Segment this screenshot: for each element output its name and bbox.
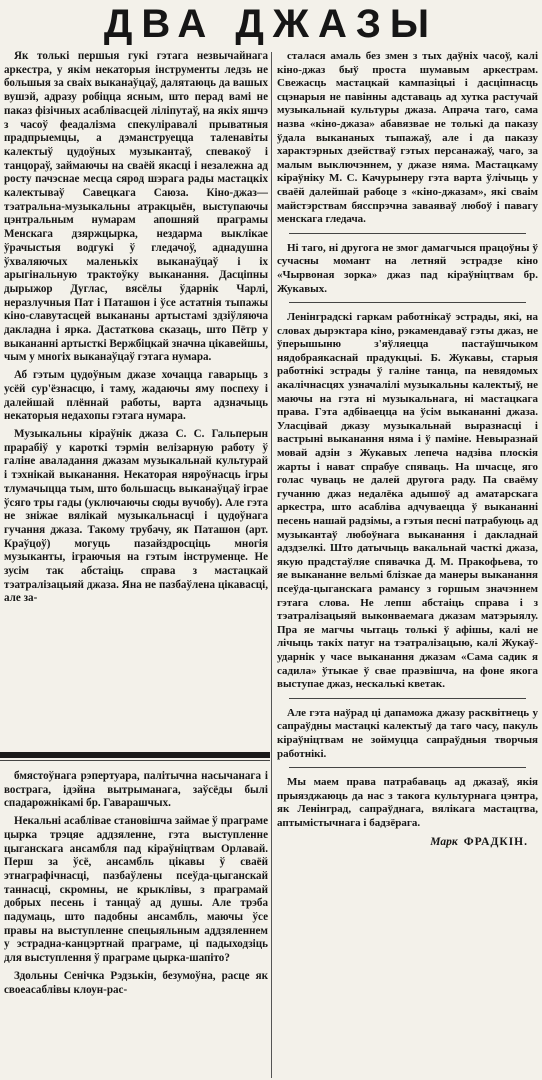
paragraph: сталася амаль без змен з тых даўніх часоў, калі кіно-джаз быў проста шумавым аркестрам. Свежасць мастацкай кампазіцыі і дасціпнасць сцэнарыя не павінны адставаць ад хутка растучай музыкальнай культуры джаза. Апрача таго, сама назва «кіно-джаза» абавязвае не толькі да паказу ўдала выкананых тыпажаў, але і да паказу характэрных дзействаў гэтых персанажаў, чаго, за малым выключэннем, у джазе няма. Мастацкаму кіраўніку М. С. Качурынеру гэта варта ўлічыць у сваёй далейшай рабоце з «кіно-джазам», які сваім майстэрствам бясспрэчна заваяваў любоў і павагу менскага гледача. — [277, 50, 538, 226]
author-last-name: ФРАДКІН. — [463, 836, 528, 849]
paragraph: Здольны Сенічка Рэдзькін, безумоўна, расце як своеасаблівы клоун-рас- — [4, 969, 268, 996]
left-column-top — [4, 50, 268, 746]
author-first-name: Марк — [430, 836, 458, 849]
right-column — [277, 50, 538, 1080]
section-rule-thick — [0, 752, 270, 758]
paragraph: Ні таго, ні другога не змог дамагчыся працоўны ў сучасны момант на летняй эстрадзе кіно «Чырвоная зорка» джаз пад кіраўніцтвам бр. Жукавых. — [277, 241, 538, 295]
paragraph-separator — [289, 302, 526, 303]
article-headline: ДВА ДЖАЗЫ — [103, 2, 439, 46]
column-divider — [271, 52, 272, 1078]
paragraph-separator — [289, 698, 526, 699]
paragraph: бмястоўнага рэпертуара, палітычна насычанага і вострага, ідэйна вытрыманага, заўсёды былі спадарожнікамі бр. Гаварашчых. — [4, 770, 268, 810]
paragraph: Мы маем права патрабаваць ад джазаў, якія прыязджаюць да нас з такога культурнага цэнтра, як Ленінград, сапраўднага, вялікага мастацтва, аптымістычнага і бадзёрага. — [277, 776, 538, 829]
paragraph: Але гэта наўрад ці дапаможа джазу расквітнець у сапраўдны мастацкі калектыў да таго часу, пакуль кіраўніцтвам не зоймуцца сапраўдныя творчыя работнікі. — [277, 706, 538, 760]
paragraph: Музыкальны кіраўнік джаза С. С. Гальперын прарабіў у кароткі тэрмін велізарную работу ў галіне аваладання джазам музыкальнай культурай і тэхнікай выканання. Некаторая няроўнасць ігры тлумачыцца тым, што большасць выканаўцаў іграе ўсяго тры гады (уключаючы сюды вучобу). Але гэта не зніжае вялікай музыкальнасці і цудоўнага гучання джаза. Такому трубачу, як Паташон (арт. Краўцоў) могуць пазайздросціць многія музыканты, іграючыя на гэтым інструменце. Не зусім так абстаіць справа з мастацкай тэатралізацыяй джаза. Яна не пазбаўлена цікавасці, але за- — [4, 427, 268, 605]
paragraph: Як толькі першыя гукі гэтага незвычайнага аркестра, у якім некаторыя інструменты ледзь не большыя за сваіх выканаўцаў, далятаюць да вашых вушэй, адразу робіцца ясным, што перад вамі не паказ фізічных асабліваcцей ліліпутаў, на якіх яшчэ з часоў феадалізма спекуліравалі прыватныя прадпрыемцы, а дэманструецца таленавіты калектыў цудоўных музыкантаў, спевакоў і танцораў, займаючы на сваёй якасці і незалежна ад росту пачэснае месца сярод шэрага рады мастацкіх калектываў Савецкага Саюза. Кіно-джаз—тэатральна-музыкальны атракцыён, выступаючы цэнтральным нумарам апошняй праграмы Менскага дзяржцырка, нездарма выклікае ўрачыстыя водгукі ў гледачоў, аднадушна ўхваляючых маленькіх выканаўцаў і іх арыгінальную трактоўку выканання. Дасціпны дырыжор Дуглас, вясёлы ўдарнік Чарлі, неразлучныя Пат і Паташон і ўсе астатнія тыпажы кіно-славутасцей выкананы артыстамі здзіўляюча дакладна і ярка. Дастаткова сказаць, што Пётр у выкананні артысткі Вержбіцкай значна цікавейшы, чым у многіх выканаўцаў гэтага нумара. — [4, 50, 268, 364]
paragraph-separator — [289, 767, 526, 768]
author-signature — [277, 836, 538, 848]
paragraph: Аб гэтым цудоўным джазе хочацца гаварыць з усёй сур'ёзнасцю, і таму, жадаючы яму поспеху і далейшай плённай работы, варта адзначыць некаторыя недахопы гэтага нумара. — [4, 369, 268, 423]
left-column-bottom — [4, 770, 268, 1080]
section-rule-thin — [0, 760, 270, 761]
paragraph: Некальні асаблівае становішча займае ў праграме цырка трэцяе аддзяленне, гэта выступленне цыганскага ансамбля пад кіраўніцтвам Орлавай. Перш за ўсё, ансамбль цікавы ў сваёй этнаграфічнасці, пазбаўлены псеўда-цыганскай таннасці, скромны, не крыклівы, з праграмай добрых песень і танцаў ад душы. Але трэба падумаць, што падобны ансамбль, маючы ўсе правы на выступленне спецыяльным аддзяленнем у эстрадна-канцэртнай праграме, ці падыходзіць для выступлення ў праграме цырка-шапіто? — [4, 815, 268, 965]
paragraph-separator — [289, 233, 526, 234]
paragraph: Ленінградскі гаркам работнікаў эстрады, які, на словах дырэктара кіно, рэкамендаваў гэты джаз, не ўперышыню з'яўляецца пастаўшчыком нядобраякаснай прадукцыі. Б. Жукавы, старыя работнікі эстрады ў галіне танца, па невядомых акалічнасцях узначалілі музыкальны калектыў, не маючы на гэта ні музыкальнага, ні мастацкага права. Гэта адбіваецца на ўсім выкананні джаза. Уласцівай джазу музыкальнай выразнасці і вастрыні выканання няма і ў паміне. Невыразнай мовай адзін з Жукавых лепеча надзіва плоскія жарты і нават спрабуе спяваць. На шчасце, яго голас чуваць не далей другога раду. Па сваёму гучанню джаз недалёка адышоў ад аматарскага аркестра, што асабліва адчуваецца ў выкананні песень нашай радзімы, а гэтыя песні патрабуюць ад музыкантаў любоўнага выканання і дакладнай адздзелкі. Што датычыць вакальнай часткі джаза, якую прадстаўляе спявачка Д. М. Пракофьева, то яе выкананне вельмі блізкае да манеры выканання псеўда-цыганскага рамансу з горшым значэннем гэтага слова. Не лепш абстаіць справа і з тэатралізацыяй выконваемага джазам матэрыялу. Пра яе магчы чытаць толькі ў афішы, калі не лічыць такіх патуг на тэатралізацыю, калі Жукаў-ударнік у часе выканання джазам «Сама садик я садила» ўтыкае ў свае праэвішча, на фоне якога выступае джаз, нескалькі кветак. — [277, 311, 538, 691]
